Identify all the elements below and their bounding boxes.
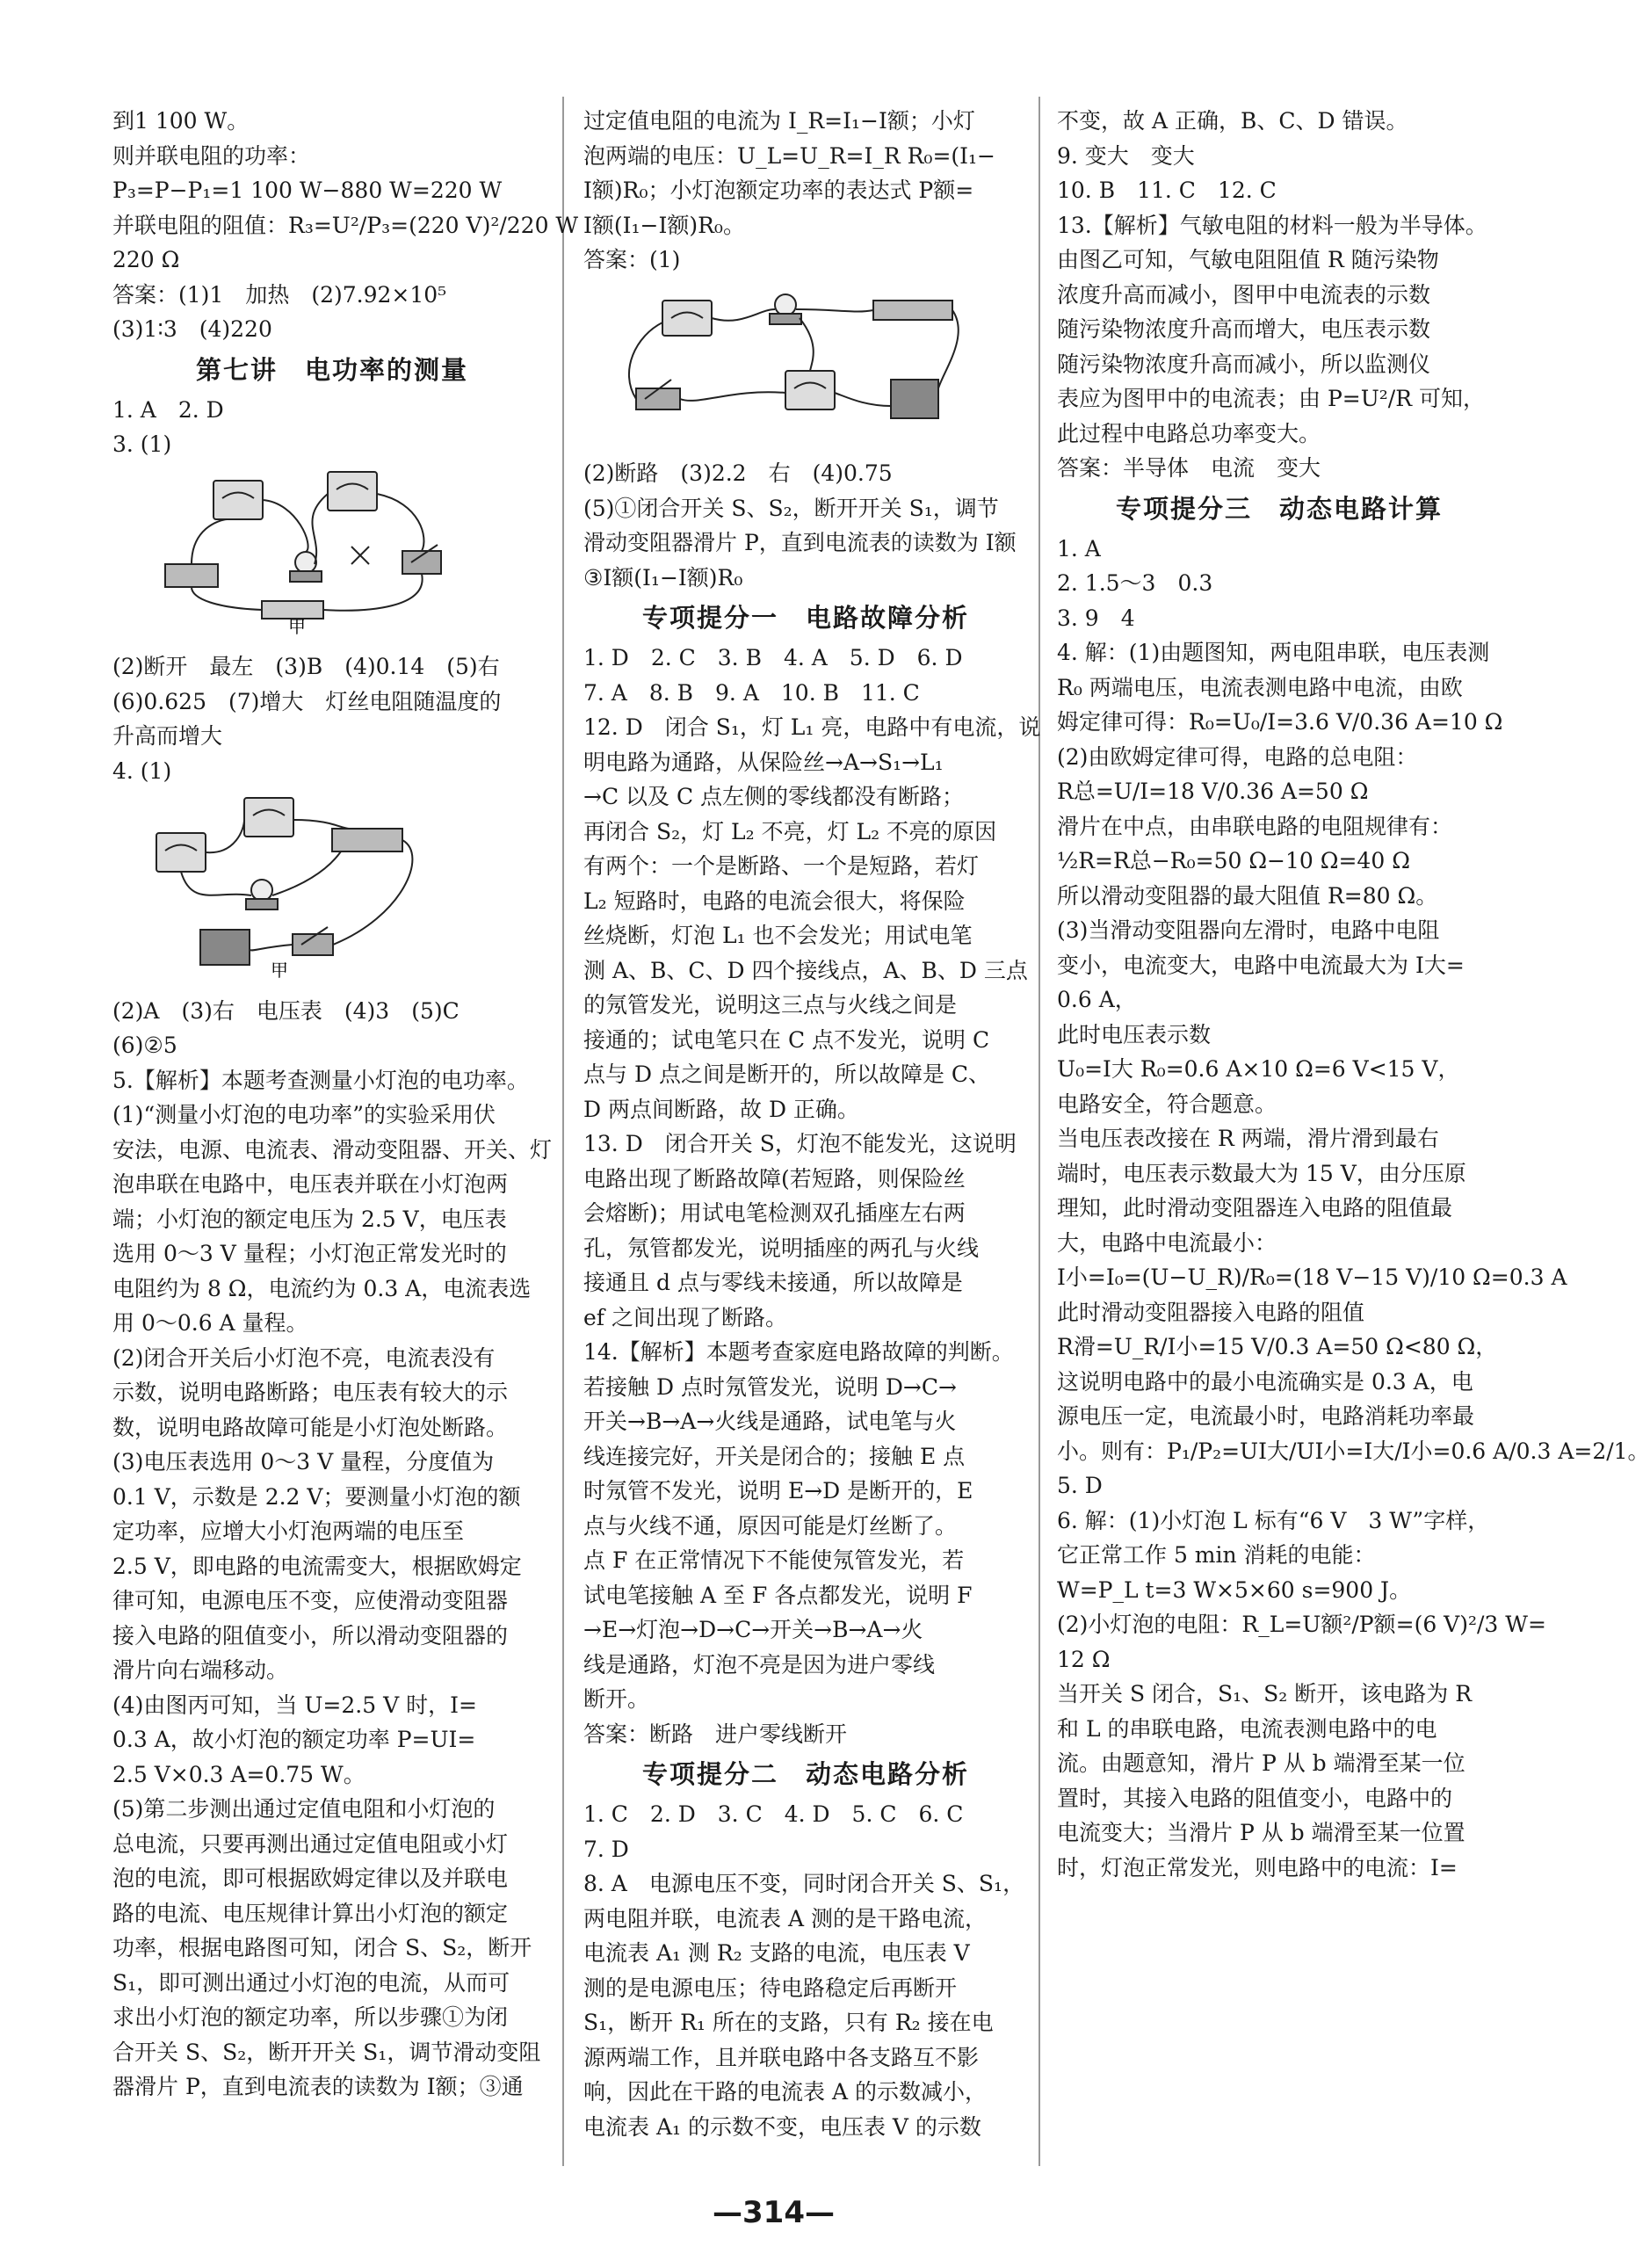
text-line: (2)由欧姆定律可得，电路的总电阻： [1057, 743, 1418, 770]
text-line: 断开。 [583, 1686, 650, 1712]
text-line: 此过程中电路总功率变大。 [1057, 420, 1321, 446]
text-line: 8. A 电源电压不变，同时闭合开关 S、S₁， [583, 1871, 1025, 1896]
text-line: 开关→B→A→火线是通路，试电笔与火 [583, 1409, 957, 1434]
text-line: 接入电路的阻值变小，所以滑动变阻器的 [112, 1622, 509, 1648]
text-line: 滑片在中点，由串联电路的电阻规律有： [1057, 813, 1453, 839]
text-line: 0.3 A，故小灯泡的额定功率 P=UI= [112, 1727, 476, 1752]
text-line: 选用 0～3 V 量程；小灯泡正常发光时的 [112, 1241, 507, 1266]
text-line: (5)①闭合开关 S、S₂，断开开关 S₁，调节 [583, 495, 999, 521]
column-left [112, 104, 579, 2105]
text-line: 当开关 S 闭合，S₁、S₂ 断开，该电路为 R [1057, 1681, 1473, 1706]
text-line: 滑动变阻器滑片 P，直到电流表的读数为 I额 [583, 530, 1017, 555]
text-line: S₁，即可测出通过小灯泡的电流，从而可 [112, 1969, 510, 1996]
text-line: 此时滑动变阻器接入电路的阻值 [1057, 1299, 1365, 1325]
text-line: (3)电压表选用 0～3 V 量程，分度值为 [112, 1449, 495, 1475]
text-line: 会熔断)；用试电笔检测双孔插座左右两 [583, 1200, 966, 1226]
section-heading: 第七讲 电功率的测量 [195, 354, 468, 385]
text-line: 电流表 A₁ 测 R₂ 支路的电流，电压表 V [583, 1940, 970, 1966]
text-line: 源两端工作，且并联电路中各支路互不影 [583, 2044, 980, 2070]
text-line: (3)1∶3 (4)220 [112, 316, 272, 342]
text-line: (6)②5 [112, 1033, 177, 1058]
page-number: —314— [713, 2195, 835, 2230]
figure-label: 甲 [288, 615, 306, 637]
text-line: R₀ 两端电压，电流表测电路中电流，由欧 [1057, 674, 1463, 700]
text-line: 13. D 闭合开关 S，灯泡不能发光，这说明 [583, 1131, 1017, 1156]
text-line: 丝烧断，灯泡 L₁ 也不会发光；用试电笔 [583, 923, 973, 948]
text-line: 有两个：一个是断路、一个是短路，若灯 [583, 853, 980, 879]
text-line: 答案：断路 进户零线断开 [583, 1721, 848, 1747]
text-block [112, 994, 552, 2105]
text-line: 电流变大；当滑片 P 从 b 端滑至某一位置 [1057, 1820, 1465, 1845]
text-line: 孔，氖管都发光，说明插座的两孔与火线 [583, 1235, 980, 1261]
column-right [1057, 104, 1650, 1885]
text-line: 小。则有：P₁/P₂=UI大/UI小=I大/I小=0.6 A/0.3 A=2/1。 [1057, 1438, 1650, 1464]
text-line: 2.5 V，即电路的电流需变大，根据欧姆定 [112, 1553, 522, 1579]
text-line: 过定值电阻的电流为 I_R=I₁−I额；小灯 [583, 108, 975, 134]
text-line: 13.【解析】气敏电阻的材料一般为半导体。 [1057, 212, 1487, 238]
text-line: 若接触 D 点时氖管发光，说明 D→C→ [583, 1373, 957, 1400]
text-line: 1. A 2. D [112, 396, 224, 423]
text-line: 3. (1) [112, 431, 172, 457]
text-line: 姆定律可得：R₀=U₀/I=3.6 V/0.36 A=10 Ω [1057, 709, 1503, 735]
text-block [583, 456, 1028, 595]
text-line: 这说明电路中的最小电流确实是 0.3 A，电 [1057, 1368, 1473, 1395]
text-line: 9. 变大 变大 [1057, 142, 1195, 169]
text-line: P₃=P−P₁=1 100 W−880 W=220 W [112, 178, 503, 203]
text-line: 1. C 2. D 3. C 4. D 5. C 6. C [583, 1801, 964, 1827]
text-line: (2)闭合开关后小灯泡不亮，电流表没有 [112, 1344, 496, 1371]
text-line: 5.【解析】本题考查测量小灯泡的电功率。 [112, 1067, 529, 1093]
text-line: 7. A 8. B 9. A 10. B 11. C [583, 679, 920, 706]
text-block [1057, 104, 1502, 486]
text-line: 时氖管不发光，说明 E→D 是断开的，E [583, 1478, 973, 1504]
text-line: 理知，此时滑动变阻器连入电路的阻值最 [1057, 1195, 1453, 1221]
text-line: (2)A (3)右 电压表 (4)3 (5)C [112, 997, 460, 1024]
text-line: 0.1 V，示数是 2.2 V；要测量小灯泡的额 [112, 1483, 521, 1510]
text-line: ef 之间出现了断路。 [583, 1304, 787, 1330]
section-heading: 专项提分三 动态电路计算 [1115, 493, 1443, 524]
text-line: 7. D [583, 1836, 629, 1862]
text-line: 1. D 2. C 3. B 4. A 5. D 6. D [583, 645, 963, 670]
figure-label: 甲 [271, 960, 288, 981]
text-line: (3)当滑动变阻器向左滑时，电路中电阻 [1057, 917, 1440, 943]
text-line: 泡的电流，即可根据欧姆定律以及并联电 [112, 1866, 509, 1891]
text-line: ③I额(I₁−I额)R₀ [583, 564, 743, 591]
text-line: 5. D [1057, 1473, 1103, 1498]
text-line: S₁，断开 R₁ 所在的支路，只有 R₂ 接在电 [583, 2010, 994, 2035]
text-line: 不变，故 A 正确，B、C、D 错误。 [1057, 108, 1408, 134]
text-line: 答案：(1) [583, 247, 681, 272]
text-line: 1. A [1057, 535, 1101, 562]
text-line: 2.5 V×0.3 A=0.75 W。 [112, 1761, 365, 1787]
text-line: 到1 100 W。 [112, 108, 250, 134]
text-block [112, 393, 552, 462]
circuit-diagram-2 [139, 793, 455, 981]
text-line: 变小，电流变大，电路中电流最大为 I大= [1057, 952, 1465, 978]
text-line: 安法，电源、电流表、滑动变阻器、开关、灯 [112, 1136, 553, 1163]
text-line: 路的电流、电压规律计算出小灯泡的额定 [112, 1900, 509, 1926]
text-line: 4. (1) [112, 757, 172, 784]
text-line: 响，因此在干路的电流表 A 的示数减小， [583, 2079, 987, 2105]
text-line: 测 A、B、C、D 四个接线点，A、B、D 三点 [583, 957, 1028, 983]
circuit-diagram-3 [610, 283, 979, 441]
text-line: 浓度升高而减小，图甲中电流表的示数 [1057, 281, 1431, 308]
text-line: I额)R₀；小灯泡额定功率的表达式 P额= [583, 178, 974, 203]
text-line: 置时，其接入电路的阻值变小，电路中的 [1057, 1785, 1453, 1811]
text-line: 律可知，电源电压不变，应使滑动变阻器 [112, 1588, 509, 1613]
text-line: (2)小灯泡的电阻：R_L=U额²/P额=(6 V)²/3 W= [1057, 1612, 1546, 1637]
text-line: 当电压表改接在 R 两端，滑片滑到最右 [1057, 1126, 1439, 1151]
text-line: 随污染物浓度升高而减小，所以监测仪 [1057, 351, 1431, 377]
text-line: 12 Ω [1057, 1646, 1111, 1672]
text-line: 示数，说明电路断路；电压表有较大的示 [112, 1380, 509, 1405]
text-line: 两电阻并联，电流表 A 测的是干路电流， [583, 1905, 987, 1931]
section-heading: 专项提分一 电路故障分析 [641, 603, 969, 633]
text-line: 电路安全，符合题意。 [1057, 1091, 1277, 1117]
text-line: 端；小灯泡的额定电压为 2.5 V，电压表 [112, 1206, 507, 1232]
text-line: 数，说明电路故障可能是小灯泡处断路。 [112, 1414, 509, 1440]
text-block [112, 104, 579, 347]
text-line: 点与 D 点之间是断开的，所以故障是 C、 [583, 1062, 991, 1087]
text-line: 源电压一定，电流最小时，电路消耗功率最 [1057, 1403, 1475, 1429]
text-line: 升高而增大 [112, 723, 223, 749]
text-line: 求出小灯泡的额定功率，所以步骤①为闭 [112, 2004, 509, 2030]
text-line: 端时，电压表示数最大为 15 V，由分压原 [1057, 1160, 1466, 1186]
text-block [583, 104, 1028, 278]
text-line: 泡两端的电压：U_L=U_R=I_R R₀=(I₁− [583, 142, 995, 169]
text-line: 大，电路中电流最小： [1057, 1229, 1277, 1256]
text-line: (5)第二步测出通过定值电阻和小灯泡的 [112, 1796, 496, 1822]
text-block [583, 1797, 1028, 2144]
text-line: →E→灯泡→D→C→开关→B→A→火 [583, 1617, 923, 1642]
section-heading: 专项提分二 动态电路分析 [641, 1759, 969, 1789]
text-line: 电流表 A₁ 的示数不变，电压表 V 的示数 [583, 2113, 981, 2140]
text-line: W=P_L t=3 W×5×60 s=900 J。 [1057, 1576, 1412, 1603]
text-line: 功率，根据电路图可知，闭合 S、S₂，断开 [112, 1935, 532, 1960]
text-line: 电阻约为 8 Ω，电流约为 0.3 A，电流表选 [112, 1275, 532, 1301]
text-block [583, 641, 1041, 1751]
text-line: (2)断路 (3)2.2 右 (4)0.75 [583, 460, 893, 486]
text-line: 接通的；试电笔只在 C 点不发光，说明 C [583, 1026, 990, 1053]
text-line: 它正常工作 5 min 消耗的电能： [1057, 1542, 1376, 1568]
text-line: (4)由图丙可知，当 U=2.5 V 时，I= [112, 1692, 477, 1718]
text-line: 由图乙可知，气敏电阻阻值 R 随污染物 [1057, 247, 1439, 272]
text-line: 测的是电源电压；待电路稳定后再断开 [583, 1975, 958, 2001]
column-divider [1038, 97, 1040, 2166]
text-line: 14.【解析】本题考查家庭电路故障的判断。 [583, 1339, 1014, 1365]
text-line: 用 0～0.6 A 量程。 [112, 1310, 308, 1336]
text-line: 6. 解：(1)小灯泡 L 标有“6 V 3 W”字样， [1057, 1507, 1490, 1533]
text-line: 时，灯泡正常发光，则电路中的电流：I= [1057, 1854, 1458, 1880]
text-line: 并联电阻的阻值：R₃=U²/P₃=(220 V)²/220 W [112, 212, 579, 238]
text-line: 答案：半导体 电流 变大 [1057, 455, 1321, 481]
text-line: 线是通路，灯泡不亮是因为进户零线 [583, 1651, 936, 1677]
text-line: →C 以及 C 点左侧的零线都没有断路； [583, 784, 965, 809]
text-block [1057, 532, 1650, 1886]
text-line: 泡串联在电路中，电压表并联在小灯泡两 [112, 1171, 509, 1197]
text-line: 总电流，只要再测出通过定值电阻或小灯 [112, 1830, 509, 1857]
text-line: 随污染物浓度升高而增大，电压表示数 [1057, 316, 1431, 342]
text-line: 再闭合 S₂，灯 L₂ 不亮，灯 L₂ 不亮的原因 [583, 818, 997, 844]
text-line: 3. 9 4 [1057, 605, 1135, 631]
text-line: 线连接完好，开关是闭合的；接触 E 点 [583, 1443, 966, 1469]
text-line: 点与火线不通，原因可能是灯丝断了。 [583, 1512, 958, 1539]
circuit-diagram-1 [139, 467, 508, 637]
text-line: 试电笔接触 A 至 F 各点都发光，说明 F [583, 1582, 973, 1608]
text-line: I额(I₁−I额)R₀。 [583, 212, 745, 238]
text-line: (1)“测量小灯泡的电功率”的实验采用伏 [112, 1102, 496, 1127]
text-line: 则并联电阻的功率： [112, 142, 311, 169]
text-line: 的氖管发光，说明这三点与火线之间是 [583, 992, 958, 1018]
text-line: 点 F 在正常情况下不能使氖管发光，若 [583, 1547, 965, 1573]
text-line: 4. 解：(1)由题图知，两电阻串联，电压表测 [1057, 640, 1490, 665]
text-line: 流。由题意知，滑片 P 从 b 端滑至某一位 [1057, 1750, 1465, 1776]
text-line: 电路出现了断路故障(若短路，则保险丝 [583, 1165, 966, 1192]
column-divider [562, 97, 564, 2166]
text-line: L₂ 短路时，电路的电流会很大，将保险 [583, 888, 966, 914]
column-middle [583, 104, 1041, 2144]
text-line: 定功率，应增大小灯泡两端的电压至 [112, 1518, 465, 1544]
text-line: (6)0.625 (7)增大 灯丝电阻随温度的 [112, 688, 502, 714]
text-line: D 两点间断路，故 D 正确。 [583, 1096, 859, 1122]
text-line: 明电路为通路，从保险丝→A→S₁→L₁ [583, 749, 944, 775]
text-line: 器滑片 P，直到电流表的读数为 I额；③通 [112, 2074, 524, 2099]
text-line: 10. B 11. C 12. C [1057, 178, 1277, 203]
text-line: R总=U/I=18 V/0.36 A=50 Ω [1057, 779, 1369, 804]
text-line: 2. 1.5～3 0.3 [1057, 570, 1213, 596]
text-block [112, 649, 552, 788]
text-line: R滑=U_R/I小=15 V/0.3 A=50 Ω<80 Ω， [1057, 1334, 1498, 1359]
text-line: I小=I₀=(U−U_R)/R₀=(18 V−15 V)/10 Ω=0.3 A [1057, 1264, 1567, 1290]
text-line: 12. D 闭合 S₁，灯 L₁ 亮，电路中有电流，说 [583, 714, 1041, 740]
text-line: 答案：(1)1 加热 (2)7.92×10⁵ [112, 281, 447, 308]
text-line: 滑片向右端移动。 [112, 1657, 289, 1683]
text-line: 接通且 d 点与零线未接通，所以故障是 [583, 1270, 963, 1295]
text-line: 0.6 A， [1057, 987, 1137, 1012]
text-line: 所以滑动变阻器的最大阻值 R=80 Ω。 [1057, 882, 1438, 909]
text-line: (2)断开 最左 (3)B (4)0.14 (5)右 [112, 654, 500, 679]
text-line: 220 Ω [112, 247, 180, 272]
text-line: 此时电压表示数 [1057, 1021, 1212, 1047]
text-line: 表应为图甲中的电流表；由 P=U²/R 可知， [1057, 386, 1486, 411]
text-line: U₀=I大 R₀=0.6 A×10 Ω=6 V<15 V， [1057, 1056, 1460, 1082]
text-line: ½R=R总−R₀=50 Ω−10 Ω=40 Ω [1057, 848, 1410, 873]
text-line: 合开关 S、S₂，断开开关 S₁，调节滑动变阻 [112, 2039, 541, 2065]
text-line: 和 L 的串联电路，电流表测电路中的电 [1057, 1715, 1437, 1742]
